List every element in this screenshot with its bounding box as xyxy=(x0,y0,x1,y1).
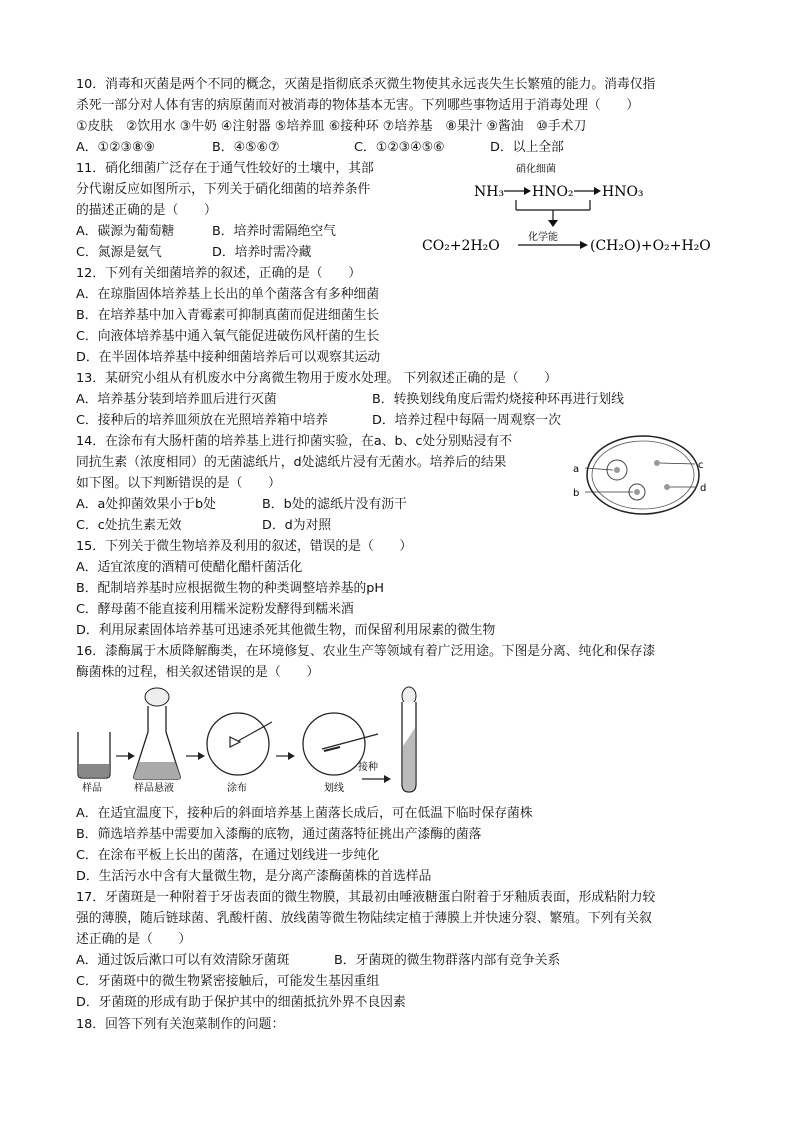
q13-option-d[interactable]: D．培养过程中每隔一周观察一次 xyxy=(372,413,562,428)
q13-option-b[interactable]: B．转换划线角度后需灼烧接种环再进行划线 xyxy=(372,392,624,407)
q17-stem-line1: 17．牙菌斑是一种附着于牙齿表面的微生物膜，其最初由唾液糖蛋白附着于牙釉质表面，形成粘附力较 xyxy=(76,890,656,905)
products-label: (CH₂O)+O₂+H₂O xyxy=(590,238,711,254)
q14-stem-line2: 同抗生素（浓度相同）的无菌滤纸片，d处滤纸片浸有无菌水。培养后的结果 xyxy=(76,455,507,470)
q14-option-a[interactable]: A．a处抑菌效果小于b处 xyxy=(76,497,216,512)
q13-stem: 13．某研究小组从有机废水中分离微生物用于废水处理。 下列叙述正确的是（ ） xyxy=(76,371,558,386)
q11-stem-line2: 分代谢反应如图所示，下列关于硝化细菌的培养条件 xyxy=(76,182,371,197)
disc-d xyxy=(664,484,670,490)
q17-option-b[interactable]: B．牙菌斑的微生物群落内部有竞争关系 xyxy=(334,953,561,968)
label-c: c xyxy=(698,460,704,471)
q11-stem-line3: 的描述正确的是（ ） xyxy=(76,203,217,218)
q10-option-a[interactable]: A．①②③⑧⑨ xyxy=(76,140,155,155)
q17-option-d[interactable]: D．牙菌斑的形成有助于保护其中的细菌抵抗外界不良因素 xyxy=(76,995,406,1010)
arrowhead-2 xyxy=(594,187,601,195)
bacteria-label: 硝化细菌 xyxy=(516,164,556,175)
reactants-label: CO₂+2H₂O xyxy=(422,238,500,254)
arrowhead-1 xyxy=(128,752,135,760)
label-sample: 样品 xyxy=(82,783,102,794)
q11-stem-line1: 11．硝化细菌广泛存在于通气性较好的土壤中，其部 xyxy=(76,161,374,176)
label-inoculate: 接种 xyxy=(358,762,378,773)
label-streak: 划线 xyxy=(324,783,344,794)
petri-dish-diagram xyxy=(565,430,715,520)
q14-stem-line1: 14．在涂布有大肠杆菌的培养基上进行抑菌实验，在a、b、c处分别贴浸有不 xyxy=(76,434,512,449)
strain-isolation-diagram xyxy=(72,684,432,796)
q10-option-d[interactable]: D．以上全部 xyxy=(490,140,564,155)
q15-option-d[interactable]: D．利用尿素固体培养基可迅速杀死其他微生物，而保留利用尿素的微生物 xyxy=(76,623,496,638)
arrowhead-3 xyxy=(288,752,295,760)
q12-option-d[interactable]: D．在半固体培养基中接种细菌培养后可以观察其运动 xyxy=(76,350,381,365)
disc-a xyxy=(614,467,620,473)
q16-option-d[interactable]: D．生活污水中含有大量微生物，是分离产漆酶菌株的首选样品 xyxy=(76,869,432,884)
q12-option-b[interactable]: B．在培养基中加入青霉素可抑制真菌而促进细菌生长 xyxy=(76,308,380,323)
label-spread: 涂布 xyxy=(227,783,247,794)
arrowhead-4 xyxy=(384,775,391,783)
hno2-label: HNO₂ xyxy=(532,184,574,200)
q10-stem-line2: 杀死一部分对人体有害的病原菌而对被消毒的物体基本无害。下列哪些事物适用于消毒处理（ ） xyxy=(76,98,640,113)
q10-option-b[interactable]: B．④⑤⑥⑦ xyxy=(212,140,280,155)
q15-option-a[interactable]: A．适宜浓度的酒精可使醋化醋杆菌活化 xyxy=(76,560,303,575)
q16-stem-line1: 16．漆酶属于木质降解酶类，在环境修复、农业生产等领域有着广泛用途。下图是分离、纯化和保存漆 xyxy=(76,644,656,659)
q11-option-d[interactable]: D．培养时需冷藏 xyxy=(212,245,312,260)
q16-option-a[interactable]: A．在适宜温度下，接种后的斜面培养基上菌落长成后，可在低温下临时保存菌株 xyxy=(76,806,533,821)
q16-option-c[interactable]: C．在涂布平板上长出的菌落，在通过划线进一步纯化 xyxy=(76,848,380,863)
q14-stem-line3: 如下图。以下判断错误的是（ ） xyxy=(76,476,281,491)
q10-stem-line1: 10．消毒和灭菌是两个不同的概念，灭菌是指彻底杀灭微生物使其永远丧失生长繁殖的能力。消毒仅指 xyxy=(76,77,656,92)
q17-stem-line3: 述正确的是（ ） xyxy=(76,932,192,947)
hno3-label: HNO₃ xyxy=(602,184,644,200)
disc-c xyxy=(654,460,660,466)
arrowhead-2 xyxy=(198,752,205,760)
q12-stem: 12．下列有关细菌培养的叙述，正确的是（ ） xyxy=(76,266,362,281)
q18-stem: 18．回答下列有关泡菜制作的问题： xyxy=(76,1017,285,1032)
q15-stem: 15．下列关于微生物培养及利用的叙述，错误的是（ ） xyxy=(76,539,413,554)
q11-option-b[interactable]: B．培养时需隔绝空气 xyxy=(212,224,336,239)
q12-option-c[interactable]: C．向液体培养基中通入氧气能促进破伤风杆菌的生长 xyxy=(76,329,380,344)
streak-plate xyxy=(303,713,365,775)
flask-suspension xyxy=(134,762,181,779)
q15-option-c[interactable]: C．酵母菌不能直接利用糯米淀粉发酵得到糯米酒 xyxy=(76,602,354,617)
q13-option-a[interactable]: A．培养基分装到培养皿后进行灭菌 xyxy=(76,392,277,407)
q14-option-d[interactable]: D．d为对照 xyxy=(262,518,332,533)
disc-b xyxy=(634,489,640,495)
q13-option-c[interactable]: C．接种后的培养皿须放在光照培养箱中培养 xyxy=(76,413,329,428)
q15-option-b[interactable]: B．配制培养基时应根据微生物的种类调整培养基的pH xyxy=(76,581,385,596)
arrowhead-1 xyxy=(524,187,531,195)
q17-option-a[interactable]: A．通过饭后漱口可以有效清除牙菌斑 xyxy=(76,953,290,968)
energy-label: 化学能 xyxy=(528,232,558,243)
q12-option-a[interactable]: A．在琼脂固体培养基上长出的单个菌落含有多种细菌 xyxy=(76,287,380,302)
label-suspension: 样品悬液 xyxy=(134,783,174,794)
q16-stem-line2: 酶菌株的过程，相关叙述错误的是（ ） xyxy=(76,665,320,680)
q14-option-b[interactable]: B．b处的滤纸片没有沥干 xyxy=(262,497,407,512)
label-d: d xyxy=(700,483,707,494)
energy-arrowhead xyxy=(548,220,558,227)
q17-option-c[interactable]: C．牙菌斑中的微生物紧密接触后，可能发生基因重组 xyxy=(76,974,380,989)
beaker-sample-fill xyxy=(79,764,109,777)
q10-items: ①皮肤 ②饮用水 ③牛奶 ④注射器 ⑤培养皿 ⑥接种环 ⑦培养基 ⑧果汁 ⑨酱油 ⑩手术刀 xyxy=(76,119,587,134)
nitrification-diagram xyxy=(420,160,730,256)
q17-stem-line2: 强的薄膜，随后链球菌、乳酸杆菌、放线菌等微生物陆续定植于薄膜上并快速分裂、繁殖。下列有关叙 xyxy=(76,911,652,926)
petri-dish-inner xyxy=(592,441,694,509)
label-a: a xyxy=(573,464,580,475)
cotton-plug xyxy=(145,688,169,706)
reaction-arrowhead xyxy=(580,241,588,249)
spread-plate xyxy=(207,713,269,775)
label-b: b xyxy=(573,488,580,499)
q11-option-a[interactable]: A．碳源为葡萄糖 xyxy=(76,224,175,239)
q16-option-b[interactable]: B．筛选培养基中需要加入漆酶的底物，通过菌落特征挑出产漆酶的菌落 xyxy=(76,827,482,842)
q10-option-c[interactable]: C．①②③④⑤⑥ xyxy=(354,140,445,155)
q11-option-c[interactable]: C．氮源是氨气 xyxy=(76,245,162,260)
q14-option-c[interactable]: C．c处抗生素无效 xyxy=(76,518,182,533)
nh3-label: NH₃ xyxy=(474,184,505,200)
